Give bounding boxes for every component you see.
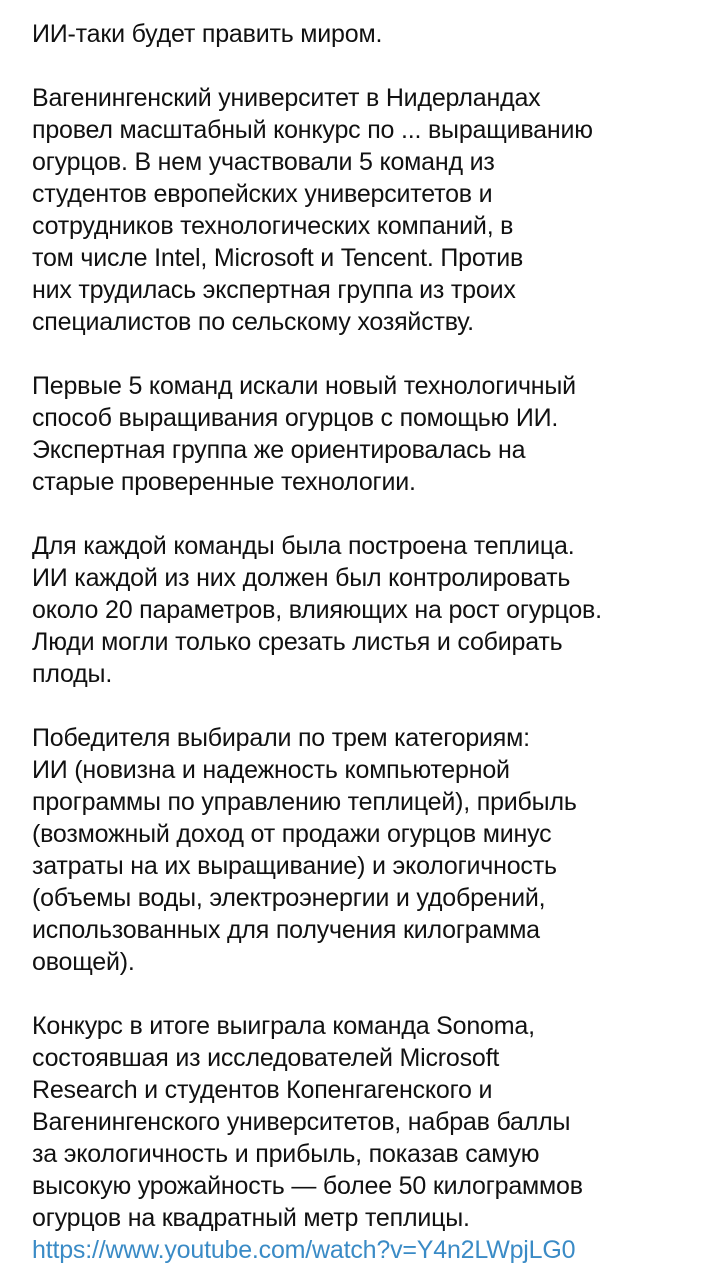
paragraph-1	[32, 82, 682, 338]
text-line: Research и студентов Копенгагенского и	[32, 1076, 493, 1104]
paragraph-gap	[32, 690, 682, 722]
paragraph-gap	[32, 50, 682, 82]
text-line: ИИ (новизна и надежность компьютерной	[32, 756, 510, 784]
text-line: высокую урожайность — более 50 килограммов	[32, 1172, 583, 1200]
text-line: студентов европейских университетов и	[32, 180, 493, 208]
text-line: Вагенингенский университет в Нидерландах	[32, 84, 541, 112]
text-line: провел масштабный конкурс по ... выращиванию	[32, 116, 593, 144]
paragraph-4	[32, 722, 682, 978]
text-line: состоявшая из исследователей Microsoft	[32, 1044, 500, 1072]
text-line: том числе Intel, Microsoft и Tencent. Против	[32, 244, 524, 272]
text-line: старые проверенные технологии.	[32, 468, 416, 496]
paragraph-gap	[32, 338, 682, 370]
text-line: Первые 5 команд искали новый технологичный	[32, 372, 576, 400]
text-line: овощей).	[32, 948, 135, 976]
text-line: них трудилась экспертная группа из троих	[32, 276, 516, 304]
text-line: Для каждой команды была построена теплица.	[32, 532, 575, 560]
paragraph-gap	[32, 498, 682, 530]
text-line: около 20 параметров, влияющих на рост огурцов.	[32, 596, 602, 624]
text-line: специалистов по сельскому хозяйству.	[32, 308, 474, 336]
text-line: способ выращивания огурцов с помощью ИИ.	[32, 404, 559, 432]
text-line: огурцов. В нем участвовали 5 команд из	[32, 148, 495, 176]
text-line: огурцов на квадратный метр теплицы.	[32, 1204, 470, 1232]
text-line: Победителя выбирали по трем категориям:	[32, 724, 530, 752]
paragraph-3	[32, 530, 682, 690]
text-line: за экологичность и прибыль, показав самую	[32, 1140, 540, 1168]
text-line: Конкурс в итоге выиграла команда Sonoma,	[32, 1012, 535, 1040]
text-line: Люди могли только срезать листья и собирать	[32, 628, 563, 656]
youtube-link[interactable]: https://www.youtube.com/watch?v=Y4n2LWpjLG0	[32, 1236, 576, 1264]
post-title: ИИ-таки будет править миром.	[32, 20, 383, 48]
text-line: (возможный доход от продажи огурцов минус	[32, 820, 552, 848]
text-line: сотрудников технологических компаний, в	[32, 212, 514, 240]
text-line: плоды.	[32, 660, 113, 688]
paragraph-5	[32, 1010, 682, 1234]
text-line: использованных для получения килограмма	[32, 916, 540, 944]
paragraph-2	[32, 370, 682, 498]
text-line: программы по управлению теплицей), прибыль	[32, 788, 577, 816]
text-line: Экспертная группа же ориентировалась на	[32, 436, 526, 464]
text-line: (объемы воды, электроэнергии и удобрений,	[32, 884, 546, 912]
text-line: Вагенингенского университетов, набрав баллы	[32, 1108, 571, 1136]
text-line: ИИ каждой из них должен был контролировать	[32, 564, 571, 592]
paragraph-gap	[32, 978, 682, 1010]
text-line: затраты на их выращивание) и экологичность	[32, 852, 557, 880]
